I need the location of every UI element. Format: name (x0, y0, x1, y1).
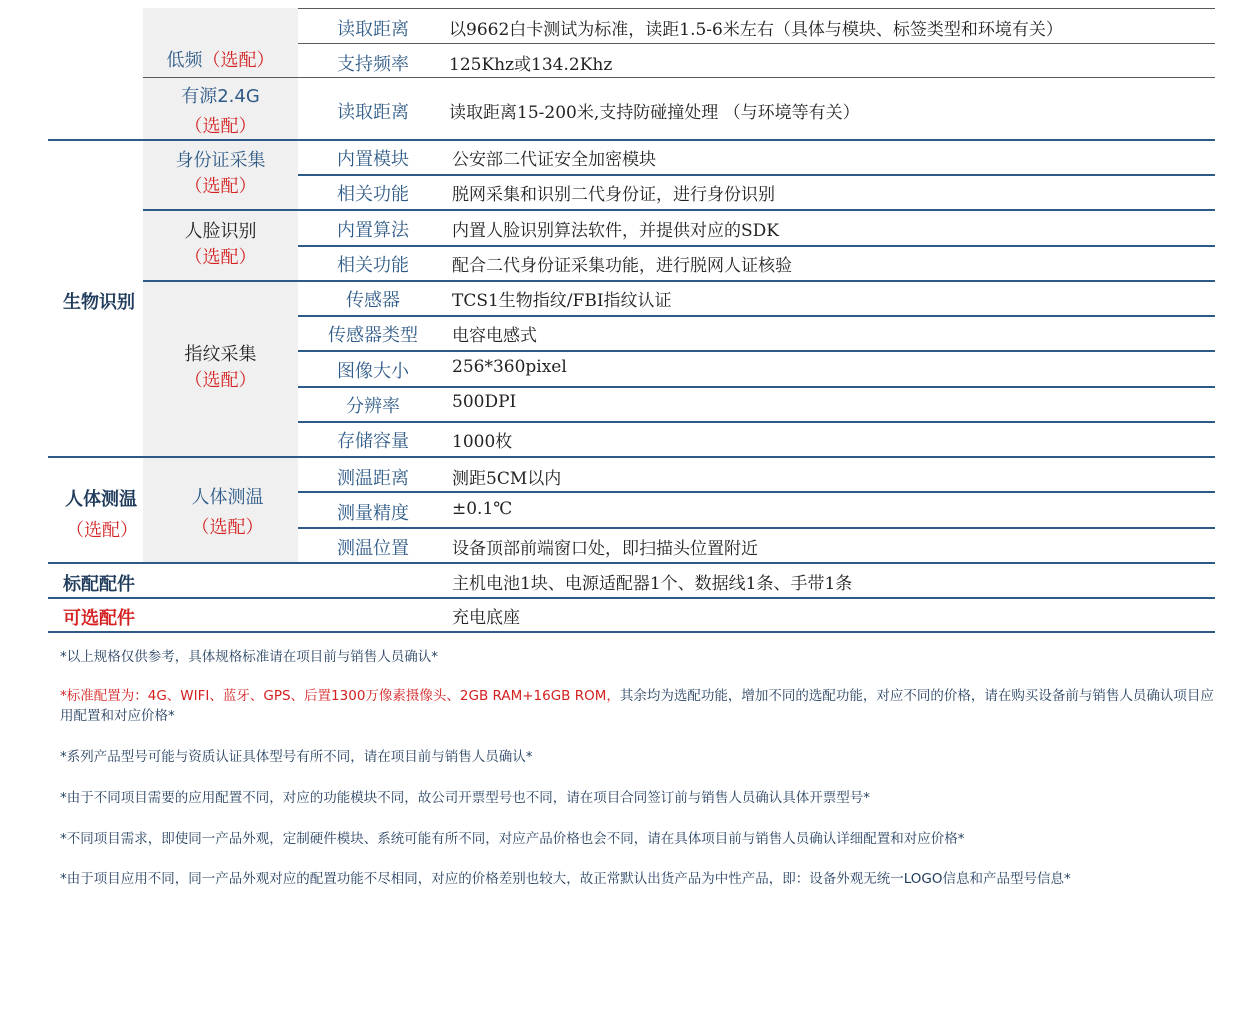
row-divider (298, 386, 1215, 388)
footnote: *由于项目应用不同，同一产品外观对应的配置功能不尽相同，对应的价格差别也较大，故正常默认出货产品为中性产品，即：设备外观无统一LOGO信息和产品型号信息* (60, 871, 1071, 887)
row-label: 读取距离 (337, 19, 409, 40)
row-value: 内置人脸识别算法软件，并提供对应的SDK (452, 221, 779, 241)
row-value: 1000枚 (452, 432, 513, 452)
section-divider (48, 597, 1215, 599)
row-label: 测温位置 (337, 538, 409, 559)
row-value: 主机电池1块、电源适配器1个、数据线1条、手带1条 (452, 574, 853, 594)
row-label: 分辨率 (346, 396, 400, 417)
footnote-standard-config (60, 686, 1220, 726)
row-label: 传感器类型 (328, 325, 418, 346)
row-divider (298, 174, 1215, 176)
subcategory-face-label: 人脸识别 (184, 221, 257, 242)
row-value: 500DPI (452, 392, 517, 412)
subcategory-id-card (143, 148, 298, 200)
footnote: *由于不同项目需要的应用配置不同，对应的功能模块不同，故公司开票型号也不同，请在项目合同签订前与销售人员确认具体开票型号* (60, 790, 870, 806)
row-divider (298, 421, 1215, 423)
row-divider (298, 527, 1215, 529)
optional-tag: （选配） (184, 176, 257, 197)
category-temperature: 人体测温 (65, 489, 137, 510)
category-temperature-optional: （选配） (66, 520, 138, 541)
row-divider (143, 209, 1215, 211)
row-value: 读取距离15-200米,支持防碰撞处理 （与环境等有关） (449, 103, 860, 123)
subcategory-active-24g-label: 有源2.4G (181, 86, 260, 107)
row-divider (298, 315, 1215, 317)
row-label: 支持频率 (337, 54, 409, 75)
row-label: 相关功能 (337, 255, 409, 276)
row-label: 读取距离 (337, 102, 409, 123)
row-value: 公安部二代证安全加密模块 (452, 150, 656, 170)
row-divider (298, 350, 1215, 352)
subcategory-temperature-label: 人体测温 (191, 487, 264, 508)
row-value: 电容电感式 (452, 326, 537, 346)
category-standard-accessories: 标配配件 (63, 574, 135, 595)
row-value: 充电底座 (452, 608, 520, 628)
subcategory-low-frequency-label: 低频 (166, 50, 203, 71)
footnote: *不同项目需求，即使同一产品外观，定制硬件模块、系统可能有所不同，对应产品价格也会不同，请在具体项目前与销售人员确认详细配置和对应价格* (60, 831, 965, 847)
row-value: ±0.1℃ (452, 499, 513, 519)
section-divider (48, 456, 1215, 458)
row-divider (298, 491, 1215, 493)
row-divider (298, 43, 1215, 44)
row-label: 内置模块 (337, 149, 409, 170)
subcategory-id-card-label: 身份证采集 (175, 150, 266, 171)
footnote-standard-config-rest: 其余均为选配功能，增加不同的选配功能，对应不同的价格，请在购买设备前与销售人员确认项目应用配置和对应价格* (60, 688, 1214, 724)
subcategory-face (143, 219, 298, 271)
optional-tag: （选配） (202, 50, 275, 71)
row-value: 设备顶部前端窗口处，即扫描头位置附近 (452, 539, 758, 559)
row-value: 256*360pixel (452, 357, 567, 377)
optional-tag: （选配） (191, 517, 264, 538)
row-value: 配合二代身份证采集功能，进行脱网人证核验 (452, 256, 792, 276)
row-value: 125Khz或134.2Khz (449, 55, 613, 75)
optional-tag: （选配） (184, 247, 257, 268)
row-divider (143, 77, 1215, 78)
row-label: 存储容量 (337, 431, 409, 452)
row-value: 脱网采集和识别二代身份证，进行身份识别 (452, 185, 775, 205)
row-label: 传感器 (346, 290, 400, 311)
footnote: *以上规格仅供参考，具体规格标准请在项目前与销售人员确认* (60, 649, 438, 665)
footnote-standard-config-highlight: *标准配置为：4G、WIFI、蓝牙、GPS、后置1300万像素摄像头、2GB RAM+16GB ROM， (60, 688, 620, 704)
row-value: TCS1生物指纹/FBI指纹认证 (452, 291, 672, 311)
optional-tag: （选配） (184, 116, 257, 137)
category-biometrics: 生物识别 (63, 292, 135, 313)
subcategory-low-frequency (143, 48, 298, 74)
row-divider (298, 8, 1215, 9)
row-divider (298, 245, 1215, 247)
section-divider (48, 631, 1215, 633)
row-value: 测距5CM以内 (452, 469, 562, 489)
subcategory-active-24g (143, 82, 298, 142)
subcategory-temperature (150, 483, 305, 543)
footnote: *系列产品型号可能与资质认证具体型号有所不同，请在项目前与销售人员确认* (60, 749, 533, 765)
subcategory-fingerprint (143, 342, 298, 394)
row-label: 内置算法 (337, 220, 409, 241)
row-label: 相关功能 (337, 184, 409, 205)
optional-tag: （选配） (184, 370, 257, 391)
row-label: 测温距离 (337, 468, 409, 489)
category-optional-accessories: 可选配件 (63, 608, 135, 629)
subcategory-fingerprint-label: 指纹采集 (184, 344, 257, 365)
row-label: 测量精度 (337, 503, 409, 524)
section-divider (48, 562, 1215, 564)
row-value: 以9662白卡测试为标准，读距1.5-6米左右（具体与模块、标签类型和环境有关） (449, 20, 1063, 40)
row-divider (143, 280, 1215, 282)
row-label: 图像大小 (337, 361, 409, 382)
